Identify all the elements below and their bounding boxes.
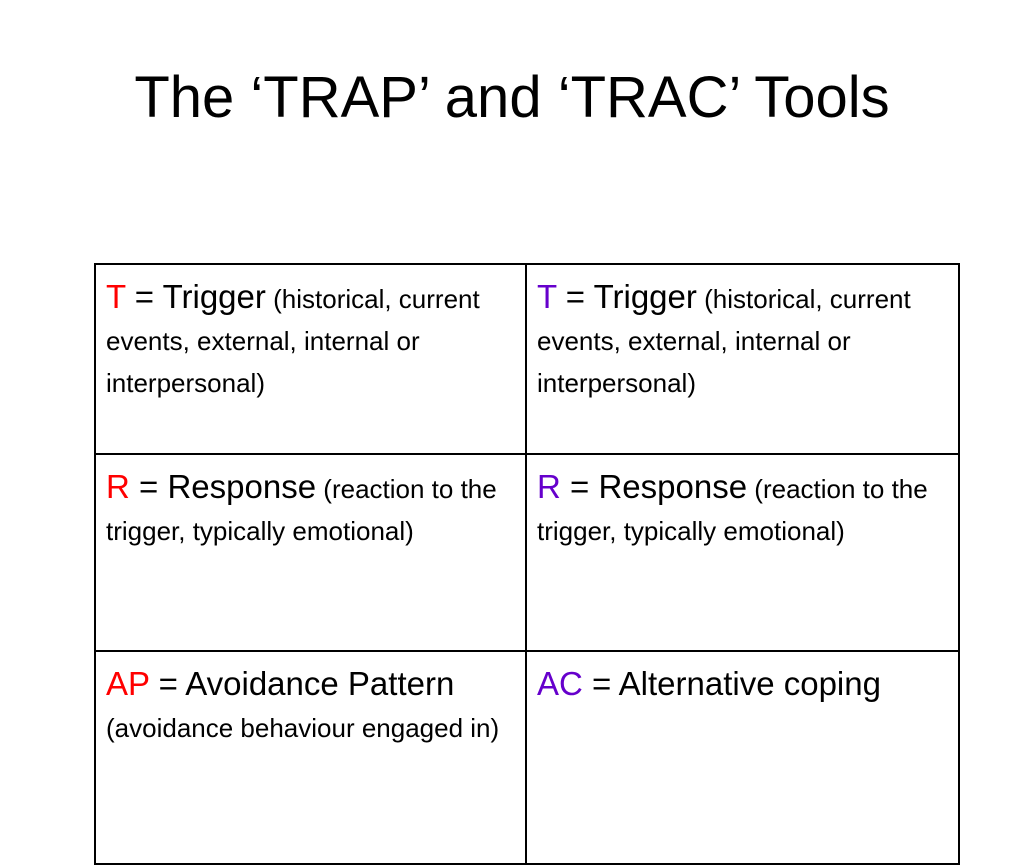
trap-key-r: R bbox=[106, 468, 130, 505]
trap-key-t: T bbox=[106, 278, 126, 315]
slide-title: The ‘TRAP’ and ‘TRAC’ Tools bbox=[134, 65, 890, 130]
trac-key-ac: AC bbox=[537, 665, 583, 702]
term-response: Response bbox=[167, 468, 317, 505]
equals-sign: = bbox=[125, 278, 163, 315]
description-trigger: (historical, current events, external, internal or interpersonal) bbox=[537, 284, 911, 398]
trap-cell-trigger bbox=[95, 264, 526, 454]
trac-cell-alternative-coping bbox=[526, 651, 959, 864]
term-response: Response bbox=[598, 468, 748, 505]
trap-trac-table bbox=[94, 263, 960, 865]
equals-sign: = bbox=[582, 665, 619, 702]
description-avoidance-pattern: (avoidance behaviour engaged in) bbox=[106, 713, 500, 743]
term-trigger: Trigger bbox=[162, 278, 266, 315]
equals-sign: = bbox=[129, 468, 168, 505]
equals-sign: = bbox=[560, 468, 599, 505]
description-response: (reaction to the trigger, typically emotional) bbox=[106, 474, 497, 546]
trac-key-t: T bbox=[537, 278, 557, 315]
description-response: (reaction to the trigger, typically emotional) bbox=[537, 474, 928, 546]
trap-cell-avoidance-pattern bbox=[95, 651, 526, 864]
table-row-trigger bbox=[95, 264, 959, 454]
term-trigger: Trigger bbox=[593, 278, 697, 315]
table-row-response bbox=[95, 454, 959, 651]
table-row-coping bbox=[95, 651, 959, 864]
equals-sign: = bbox=[149, 665, 186, 702]
term-alternative-coping: Alternative coping bbox=[618, 665, 881, 702]
trap-key-ap: AP bbox=[106, 665, 150, 702]
description-trigger: (historical, current events, external, internal or interpersonal) bbox=[106, 284, 480, 398]
trap-cell-response bbox=[95, 454, 526, 651]
trac-key-r: R bbox=[537, 468, 561, 505]
equals-sign: = bbox=[556, 278, 594, 315]
term-avoidance-pattern: Avoidance Pattern bbox=[185, 665, 455, 702]
trac-cell-response bbox=[526, 454, 959, 651]
trac-cell-trigger bbox=[526, 264, 959, 454]
